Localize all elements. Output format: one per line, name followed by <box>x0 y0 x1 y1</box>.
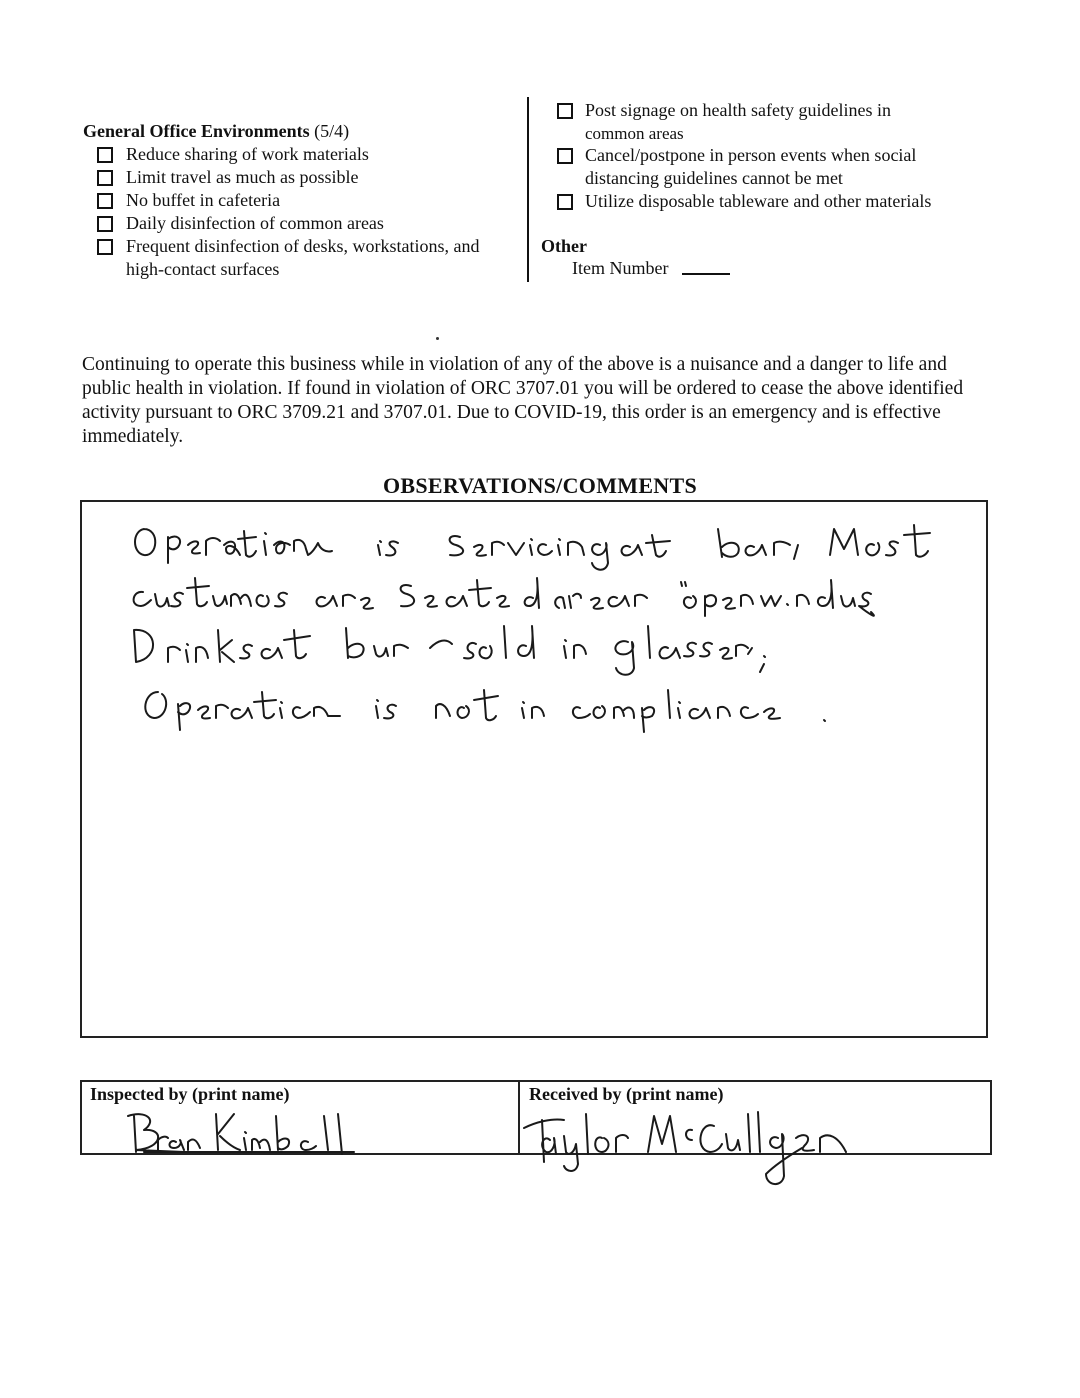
checklist-item: Reduce sharing of work materials <box>126 144 369 164</box>
notice-paragraph: Continuing to operate this business while in violation of any of the above is a nuisance and a danger to life and public health in violation. If found in violation of ORC 3707.01 you will be ordered to cease the above identified activity pursuant to ORC 3709.21 and 3707.01. Due to COVID-19, this order is an emergency and is effective immediately. <box>82 354 964 447</box>
checklist-item-continuation: high-contact surfaces <box>126 259 280 279</box>
checkbox-reduce-sharing[interactable] <box>97 147 113 163</box>
checkbox-no-buffet[interactable] <box>97 193 113 209</box>
item-number-label: Item Number <box>572 258 669 278</box>
handwritten-line-1 <box>130 515 950 565</box>
checklist-item-continuation: distancing guidelines cannot be met <box>585 168 843 188</box>
checkbox-limit-travel[interactable] <box>97 170 113 186</box>
section-heading-count: (5/4) <box>314 121 350 141</box>
checkbox-cancel-events[interactable] <box>557 148 573 164</box>
section-heading <box>83 120 349 143</box>
checklist-item: Cancel/postpone in person events when social <box>585 145 917 165</box>
handwritten-line-3 <box>128 618 788 678</box>
handwritten-line-4 <box>140 678 840 738</box>
handwritten-line-2 <box>125 568 925 618</box>
checklist-item-continuation: common areas <box>585 124 684 143</box>
stray-mark <box>436 337 439 340</box>
checkbox-frequent-disinfection[interactable] <box>97 239 113 255</box>
checklist-item: Utilize disposable tableware and other materials <box>585 191 932 211</box>
item-number-field[interactable] <box>682 273 730 275</box>
other-heading: Other <box>541 236 587 256</box>
checklist-item: Post signage on health safety guidelines in <box>585 100 891 120</box>
checklist-item: Daily disinfection of common areas <box>126 213 384 233</box>
checkbox-disposable-tableware[interactable] <box>557 194 573 210</box>
section-heading-text: General Office Environments <box>83 121 310 141</box>
column-divider <box>527 97 529 282</box>
checkbox-post-signage[interactable] <box>557 103 573 119</box>
inspected-by-signature[interactable] <box>124 1108 364 1158</box>
checklist-item: Limit travel as much as possible <box>126 167 359 187</box>
observations-title: OBSERVATIONS/COMMENTS <box>383 473 697 498</box>
checklist-item: No buffet in cafeteria <box>126 190 281 210</box>
inspected-by-label: Inspected by (print name) <box>90 1084 290 1104</box>
checkbox-daily-disinfection[interactable] <box>97 216 113 232</box>
checklist-item: Frequent disinfection of desks, workstations, and <box>126 236 480 256</box>
received-by-label: Received by (print name) <box>529 1084 724 1104</box>
received-by-signature[interactable] <box>516 1104 856 1190</box>
